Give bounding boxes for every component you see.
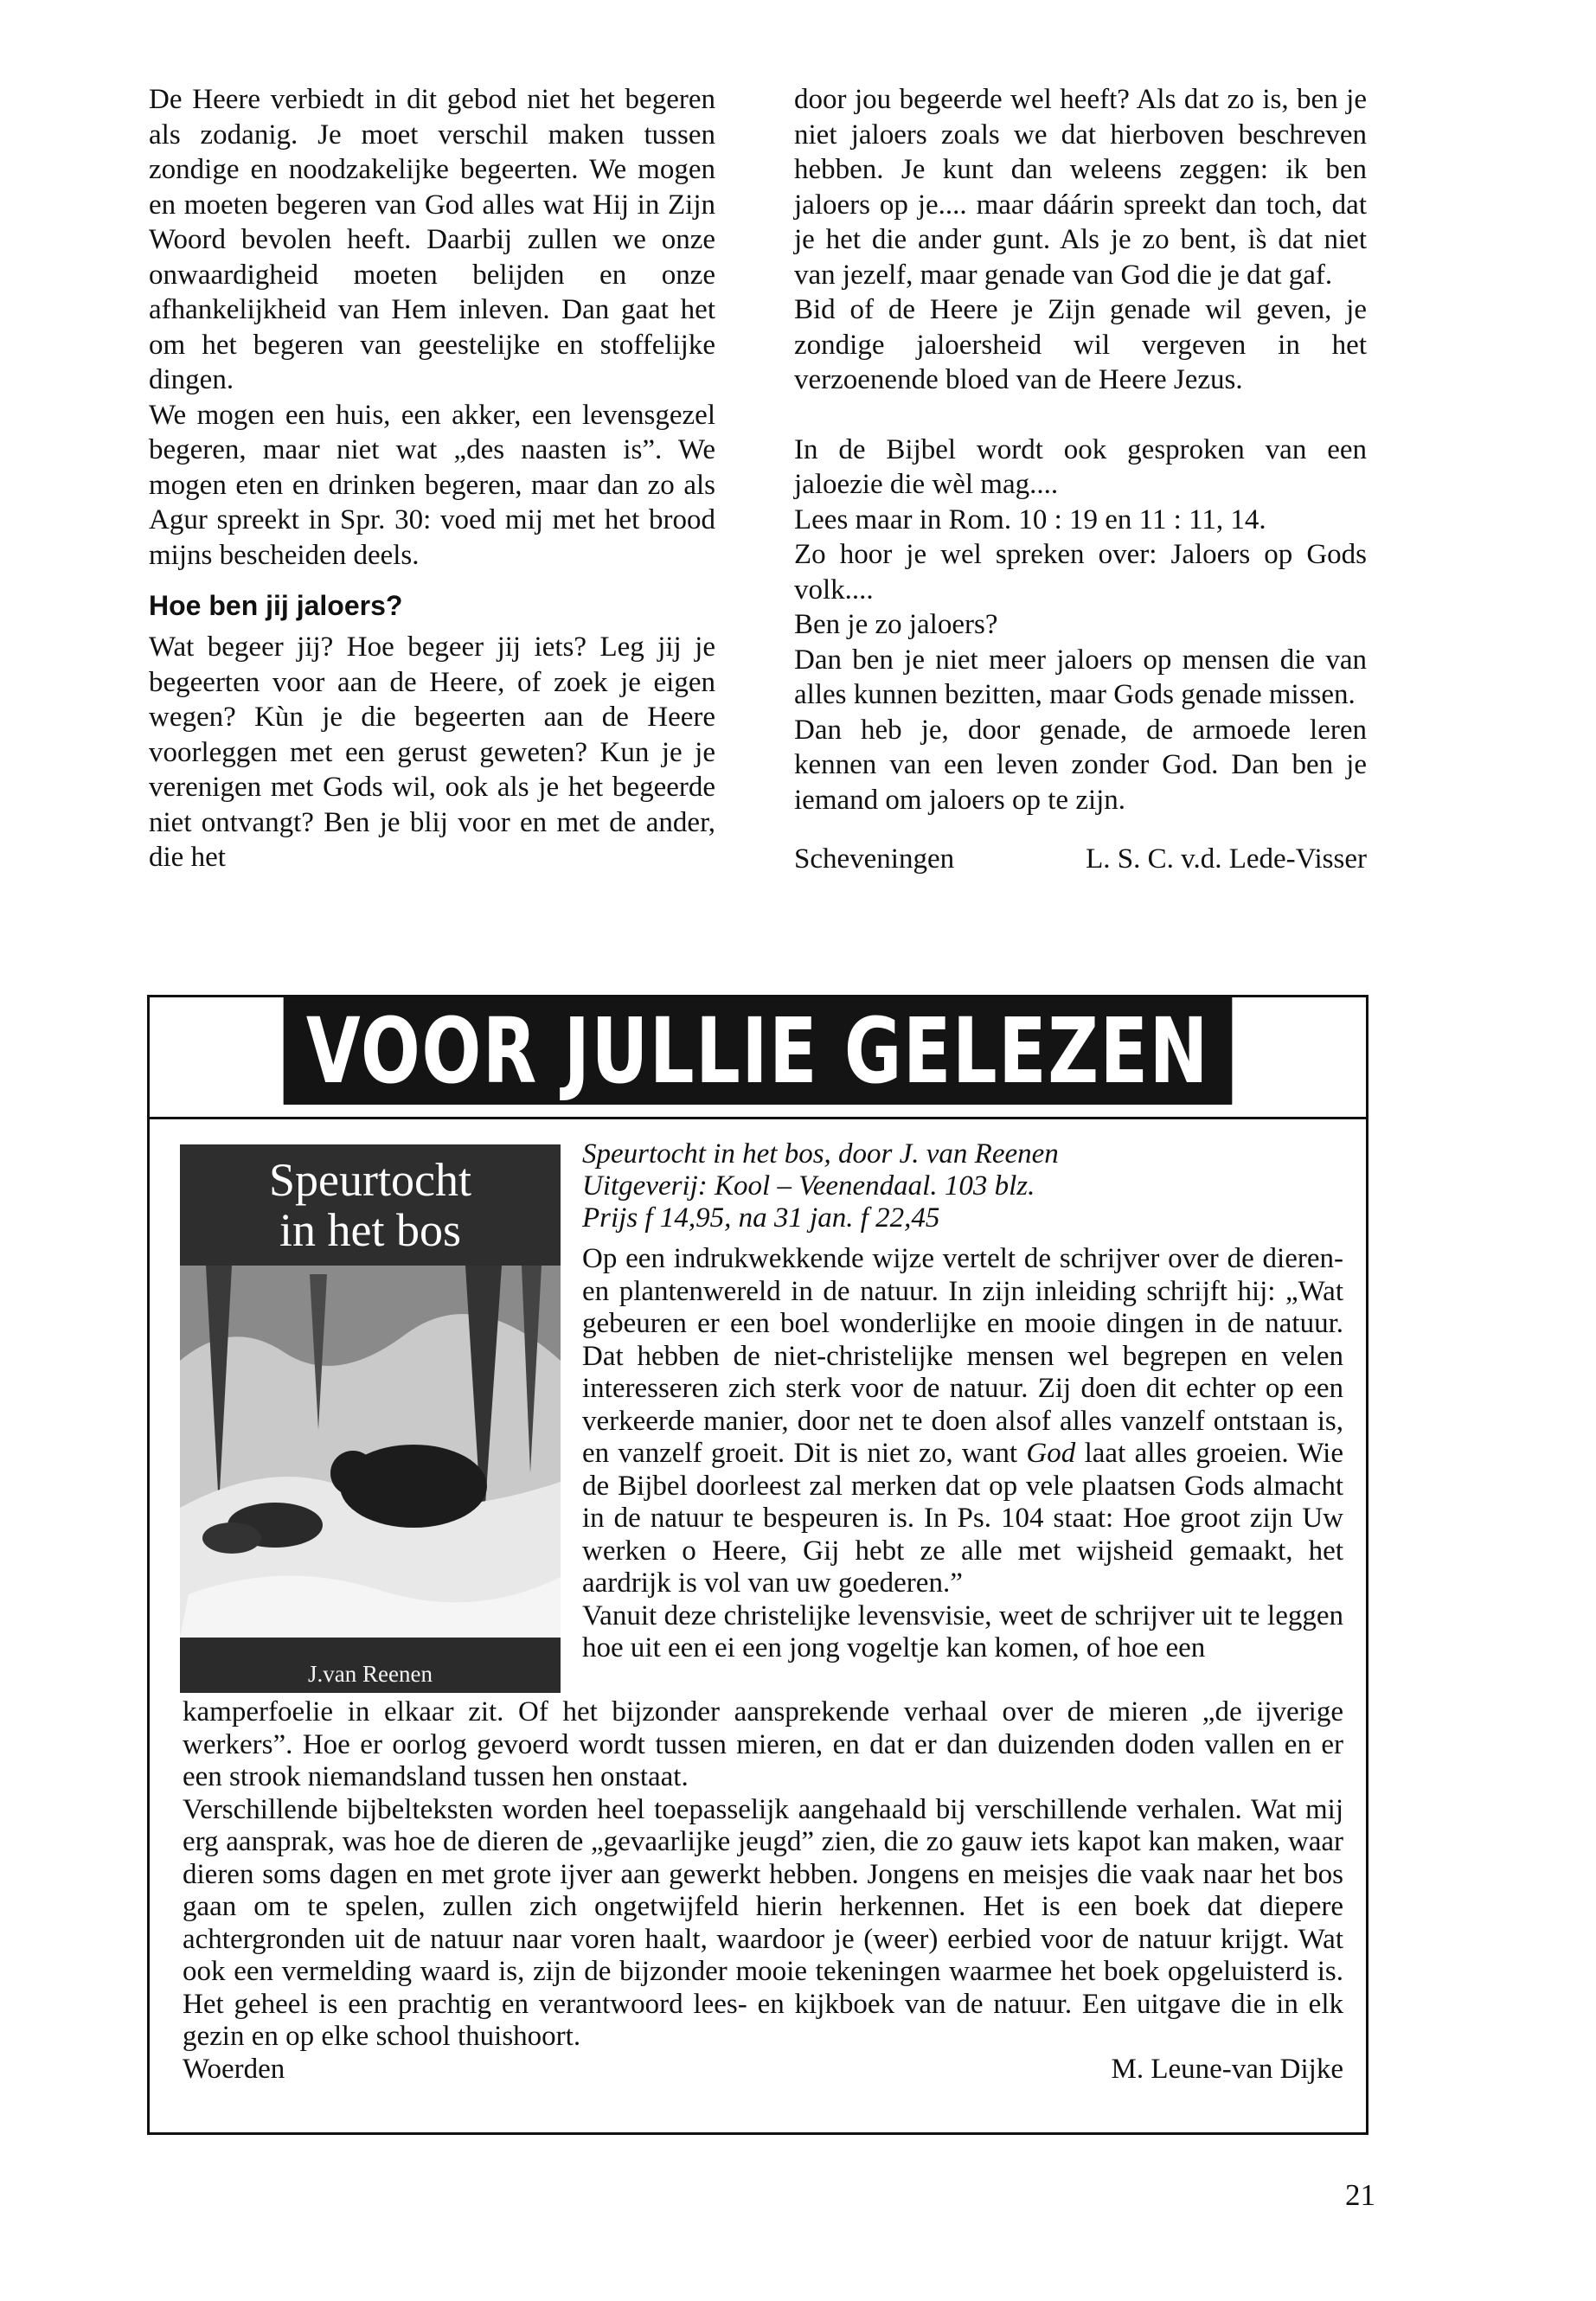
right-paragraph-3: In de Bijbel wordt ook gesproken van een jaloezie die wèl mag.... <box>794 433 1367 500</box>
review-banner: VOOR JULLIE GELEZEN <box>284 997 1233 1105</box>
review-paragraph-4: Verschillende bijbelteksten worden heel toepasselijk aangehaald bij verschillende verhalen. Wat mij erg aansprak, was hoe de dieren de „gevaarlijke jeugd” zien, die zo gauw iets kapot kan maken, waar dieren soms dagen en met grote ijver aan gewerkt hebben. Jongens en meisjes die vaak naar het bos gaan om te spelen, zullen zich ongetwijfeld hierin herkennen. Het is een boek dat diepere achtergronden uit de natuur naar voren haalt, waardoor je (weer) eerbied voor de natuur krijgt. Wat ook een vermelding waard is, zijn de bijzonder mooie tekeningen waarmee het boek opgeluisterd is. Het geheel is een prachtig en verantwoord lees- en kijkboek van de natuur. Een uitgave die in elk gezin en op elke school thuishoort. <box>183 1793 1343 2052</box>
review-paragraph-2: Vanuit deze christelijke levensvisie, weet de schrijver uit te leggen hoe uit een ei een jong vogeltje kan komen, of hoe een <box>582 1599 1343 1663</box>
right-paragraph-5: Zo hoor je wel spreken over: Jaloers op Gods volk.... <box>794 539 1367 606</box>
paragraph-gap <box>794 398 1367 433</box>
book-review-box <box>147 995 1368 2135</box>
left-paragraph-2: We mogen een huis, een akker, een levensgezel begeren, maar niet wat „des naasten is”. We mogen eten en drinken begeren, maar dan zo als Agur spreekt in Spr. 30: voed mij met het brood mijns bescheiden deels. <box>149 399 715 571</box>
reviewer-signature <box>183 2054 1343 2086</box>
reviewer-place: Woerden <box>183 2053 285 2085</box>
cover-title-line-1: Speurtocht <box>269 1154 471 1206</box>
author-signature <box>794 842 1367 877</box>
right-paragraph-4: Lees maar in Rom. 10 : 19 en 11 : 11, 14. <box>794 503 1266 535</box>
banner-divider <box>150 1117 1366 1119</box>
price-line: Prijs f 14,95, na 31 jan. f 22,45 <box>582 1202 940 1234</box>
book-cover-image <box>180 1144 561 1693</box>
signature-name: L. S. C. v.d. Lede-Visser <box>1086 843 1367 875</box>
page-number: 21 <box>1345 2178 1375 2212</box>
left-column <box>149 82 715 875</box>
right-column <box>794 82 1367 877</box>
review-text-1a: Op een indrukwekkende wijze vertelt de schrijver over de dieren- en plantenwereld in de natuur. In zijn inleiding schrijft hij: „Wat gebeuren er een boel wonderlijke en mooie dingen in de natuur. Dat hebben de niet-christelijke mensen wel begrepen en velen interesseren zich sterk voor de natuur. Zij doen dit echter op een verkeerde manier, door net te doen alsof alles vanzelf ontstaan is, en vanzelf groeit. Dit is niet zo, want <box>582 1243 1343 1469</box>
right-paragraph-7: Dan ben je niet meer jaloers op mensen die van alles kunnen bezitten, maar Gods genade missen. <box>794 644 1367 710</box>
book-metadata <box>582 1138 1343 1234</box>
publisher-line: Uitgeverij: Kool – Veenendaal. 103 blz. <box>582 1170 1035 1202</box>
book-title-line: Speurtocht in het bos, door J. van Reenen <box>582 1138 1059 1170</box>
left-paragraph-3: Wat begeer jij? Hoe begeer jij iets? Leg jij je begeerten voor aan de Heere, of zoek je eigen wegen? Kùn je die begeerten aan de Heere voorleggen met een gerust geweten? Kun je je verenigen met Gods wil, ook als je het begeerde niet ontvangt? Ben je blij voor en met de ander, die het <box>149 631 715 873</box>
review-text-1b: laat alles groeien. Wie de Bijbel doorleest zal merken dat op vele plaatsen Gods almacht in de natuur te bespeuren is. In Ps. 104 staat: Hoe groot zijn Uw werken o Heere, Gij hebt ze alle met wijsheid gemaakt, het aardrijk is vol van uw goederen.” <box>582 1438 1343 1599</box>
cover-title <box>180 1155 561 1255</box>
review-paragraph-1 <box>582 1243 1343 1600</box>
right-paragraph-2: Bid of de Heere je Zijn genade wil geven, je zondige jaloersheid wil vergeven in het verzoenende bloed van de Heere Jezus. <box>794 294 1367 395</box>
cover-title-line-2: in het bos <box>279 1204 461 1256</box>
signature-place: Scheveningen <box>794 843 955 875</box>
section-heading: Hoe ben jij jaloers? <box>149 590 403 621</box>
right-paragraph-8: Dan heb je, door genade, de armoede leren kennen van een leven zonder God. Dan ben je iemand om jaloers op te zijn. <box>794 714 1367 816</box>
reviewer-name: M. Leune-van Dijke <box>1111 2053 1343 2085</box>
review-text-god: God <box>1026 1438 1076 1469</box>
right-paragraph-1: door jou begeerde wel heeft? Als dat zo is, ben je niet jaloers zoals we dat hierboven beschreven hebben. Je kunt dan weleens zeggen: ik ben jaloers op je.... maar dáárin spreekt dan toch, dat je het die ander gunt. Als je zo bent, is̀ dat niet van jezelf, maar genade van God die je dat gaf. <box>794 84 1367 291</box>
cover-author: J.van Reenen <box>308 1661 433 1687</box>
review-text-beside-cover <box>582 1243 1343 1665</box>
review-text-full-width <box>183 1696 1343 2086</box>
right-paragraph-6: Ben je zo jaloers? <box>794 609 998 640</box>
left-paragraph-1: De Heere verbiedt in dit gebod niet het begeren als zodanig. Je moet verschil maken tussen zondige en noodzakelijke begeerten. We mogen en moeten begeren van God alles wat Hij in Zijn Woord bevolen heeft. Daarbij zullen we onze onwaardigheid moeten belijden en onze afhankelijkheid van Hem inleven. Dan gaat het om het begeren van geestelijke en stoffelijke dingen. <box>149 84 715 395</box>
review-paragraph-3: kamperfoelie in elkaar zit. Of het bijzonder aansprekende verhaal over de mieren „de ijverige werkers”. Hoe er oorlog gevoerd wordt tussen mieren, en dat er dan duizenden doden vallen en er een strook niemandsland tussen hen onstaat. <box>183 1696 1343 1792</box>
